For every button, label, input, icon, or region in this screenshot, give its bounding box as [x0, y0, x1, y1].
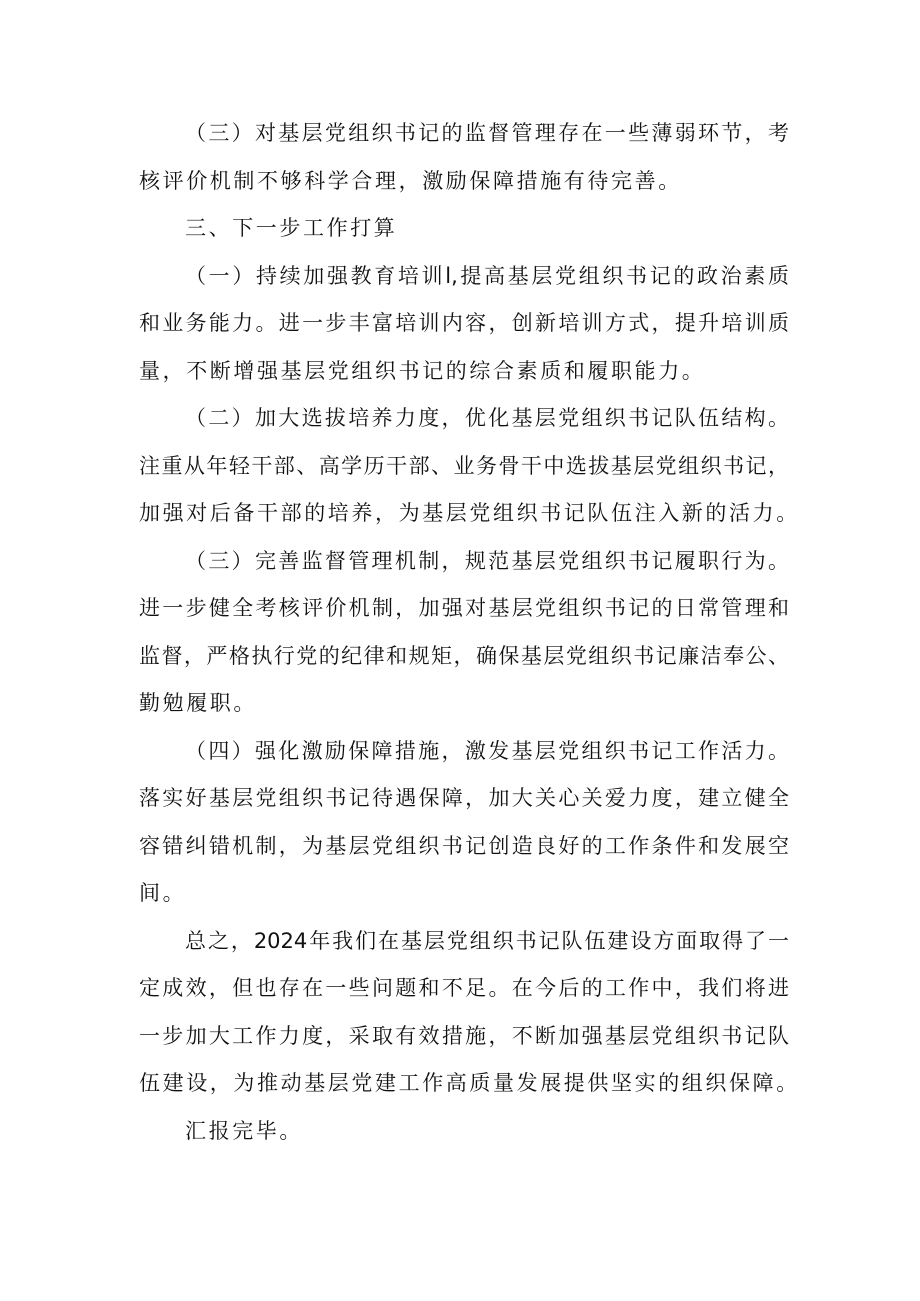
text-line: 落实好基层党组织书记待遇保障，加大关心关爱力度，建立健全	[139, 786, 789, 810]
text-line: 进一步健全考核评价机制，加强对基层党组织书记的日常管理和	[139, 596, 789, 620]
closing-line: 汇报完毕。	[185, 1119, 303, 1143]
text-line: （三）对基层党组织书记的监督管理存在一些薄弱环节，考	[185, 121, 789, 145]
text-line: 总之，2024年我们在基层党组织书记队伍建设方面取得了一	[185, 929, 789, 953]
text-line: 核评价机制不够科学合理，激励保障措施有待完善。	[139, 169, 682, 193]
section-heading: 三、下一步工作打算	[185, 216, 398, 240]
text-line: 容错纠错机制，为基层党组织书记创造良好的工作条件和发展空	[139, 834, 789, 858]
text-line: 间。	[139, 881, 187, 905]
text-line: 量，不断增强基层党组织书记的综合素质和履职能力。	[139, 359, 706, 383]
text-line: （三）完善监督管理机制，规范基层党组织书记履职行为。	[185, 549, 789, 573]
text-line: 和业务能力。进一步丰富培训内容，创新培训方式，提升培训质	[139, 311, 789, 335]
text-line: 伍建设，为推动基层党建工作高质量发展提供坚实的组织保障。	[139, 1071, 800, 1095]
text-line: （四）强化激励保障措施，激发基层党组织书记工作活力。	[185, 739, 789, 763]
text-line: 加强对后备干部的培养，为基层党组织书记队伍注入新的活力。	[139, 501, 800, 525]
text-line: 注重从年轻干部、高学历干部、业务骨干中选拔基层党组织书记，	[139, 454, 789, 478]
text-line: 勤勉履职。	[139, 691, 257, 715]
text-line: （一）持续加强教育培训l,提高基层党组织书记的政治素质	[185, 264, 789, 288]
text-line: （二）加大选拔培养力度，优化基层党组织书记队伍结构。	[185, 406, 789, 430]
text-line: 监督，严格执行党的纪律和规矩，确保基层党组织书记廉洁奉公、	[139, 644, 789, 668]
text-line: 定成效，但也存在一些问题和不足。在今后的工作中，我们将进	[139, 976, 789, 1000]
text-line: 一步加大工作力度，采取有效措施，不断加强基层党组织书记队	[139, 1024, 789, 1048]
